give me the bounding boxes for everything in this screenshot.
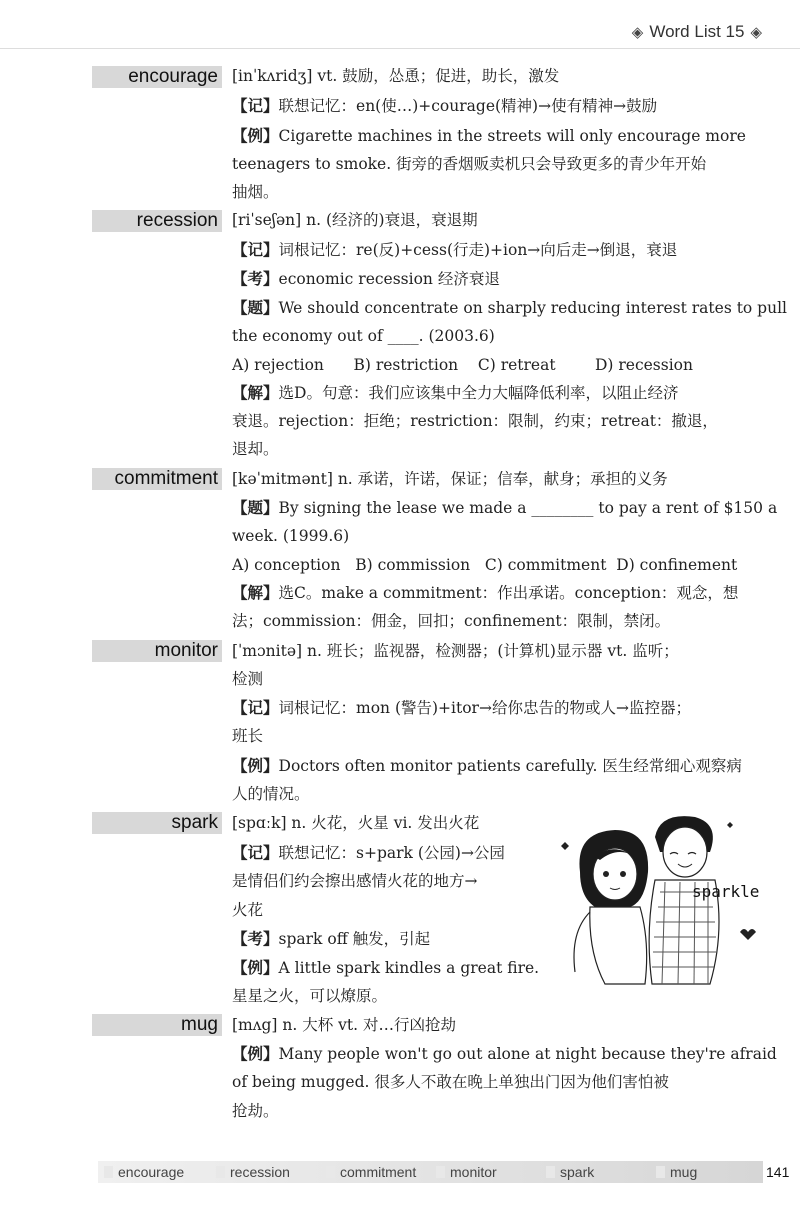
footer-tab-mug: mug <box>650 1161 697 1183</box>
section-tag: 【例】 <box>232 958 279 977</box>
diamond-icon: ◈ <box>750 24 762 41</box>
header-divider <box>0 48 800 49</box>
entry-line: 衰退。rejection：拒绝；restriction：限制，约束；retreat：撤退， <box>232 412 718 430</box>
section-tag: 【记】 <box>232 698 279 717</box>
entry-line: 【记】词根记忆：re(反)+cess(行走)+ion→向后走→倒退，衰退 <box>232 240 678 259</box>
entry-line: 班长 <box>232 727 264 745</box>
entry-line: 【考】spark off 触发，引起 <box>232 929 431 948</box>
headword-commitment: commitment <box>92 468 222 490</box>
entry-line: 【例】A little spark kindles a great fire. <box>232 958 540 977</box>
couple-illustration <box>560 812 765 987</box>
headword-recession: recession <box>92 210 222 232</box>
entry-line: 【记】词根记忆：mon (警告)+itor→给你忠告的物或人→监控器； <box>232 698 691 717</box>
word-list-title: Word List 15 <box>649 22 745 41</box>
entry-line: 火花 <box>232 901 264 919</box>
entry-line: of being mugged. 很多人不敢在晚上单独出门因为他们害怕被 <box>232 1073 669 1091</box>
diamond-icon: ◈ <box>631 24 644 41</box>
entry-line: 【解】选D。句意：我们应该集中全力大幅降低利率，以阻止经济 <box>232 383 679 402</box>
section-tag: 【例】 <box>232 126 279 145</box>
page-number: 141 <box>766 1164 790 1180</box>
sparkle-caption: sparkle <box>692 882 760 901</box>
section-tag: 【记】 <box>232 843 279 862</box>
entry-line: the economy out of ____. (2003.6) <box>232 327 495 345</box>
entry-line: [mʌg] n. 大杯 vt. 对…行凶抢劫 <box>232 1016 457 1034</box>
entry-line: 抽烟。 <box>232 183 279 201</box>
footer-tab-encourage: encourage <box>98 1161 184 1183</box>
footer-tab-monitor: monitor <box>430 1161 497 1183</box>
entry-line: 【例】Doctors often monitor patients carefully. 医生经常细心观察病 <box>232 756 742 775</box>
entry-line: 【题】We should concentrate on sharply reducing interest rates to pull <box>232 298 788 317</box>
entry-line: 退却。 <box>232 440 279 458</box>
entry-line: 人的情况。 <box>232 785 310 803</box>
entry-line: 检测 <box>232 670 264 688</box>
footer-tab-recession: recession <box>210 1161 290 1183</box>
headword-monitor: monitor <box>92 640 222 662</box>
section-tag: 【记】 <box>232 96 279 115</box>
headword-mug: mug <box>92 1014 222 1036</box>
entry-line: 【题】By signing the lease we made a ________ to pay a rent of $150 a <box>232 498 778 517</box>
entry-line: 【记】联想记忆：s+park (公园)→公园 <box>232 843 505 862</box>
headword-spark: spark <box>92 812 222 834</box>
entry-line: A) rejection B) restriction C) retreat D) recession <box>232 356 693 374</box>
entry-line: 【记】联想记忆：en(使…)+courage(精神)→使有精神→鼓励 <box>232 96 658 115</box>
entry-line: 【例】Cigarette machines in the streets will only encourage more <box>232 126 746 145</box>
entry-line: A) conception B) commission C) commitment D) confinement <box>232 556 738 574</box>
section-tag: 【解】 <box>232 383 279 402</box>
entry-line: [inˈkʌridʒ] vt. 鼓励，怂恿；促进，助长，激发 <box>232 67 560 85</box>
entry-line: week. (1999.6) <box>232 527 350 545</box>
entry-line: 法；commission：佣金，回扣；confinement：限制，禁闭。 <box>232 612 671 630</box>
page-header <box>632 22 762 42</box>
footer-tab-commitment: commitment <box>320 1161 416 1183</box>
section-tag: 【考】 <box>232 929 279 948</box>
entry-line: 【例】Many people won't go out alone at night because they're afraid <box>232 1044 777 1063</box>
section-tag: 【考】 <box>232 269 279 288</box>
section-tag: 【例】 <box>232 756 279 775</box>
entry-line: [ˈmɔnitə] n. 班长；监视器，检测器；(计算机)显示器 vt. 监听； <box>232 642 679 660</box>
footer-tab-spark: spark <box>540 1161 594 1183</box>
entry-line: 星星之火，可以燎原。 <box>232 987 388 1005</box>
headword-encourage: encourage <box>92 66 222 88</box>
entry-line: [spɑːk] n. 火花，火星 vi. 发出火花 <box>232 814 480 832</box>
entry-line: 抢劫。 <box>232 1102 279 1120</box>
entry-line: 【考】economic recession 经济衰退 <box>232 269 500 288</box>
section-tag: 【例】 <box>232 1044 279 1063</box>
entry-line: 是情侣们约会擦出感情火花的地方→ <box>232 872 478 890</box>
section-tag: 【解】 <box>232 583 279 602</box>
section-tag: 【题】 <box>232 298 279 317</box>
entry-line: [riˈseʃən] n. (经济的)衰退，衰退期 <box>232 211 478 229</box>
entry-line: teenagers to smoke. 街旁的香烟贩卖机只会导致更多的青少年开始 <box>232 155 707 173</box>
spark-illustration <box>560 812 765 987</box>
section-tag: 【记】 <box>232 240 279 259</box>
entry-line: [kəˈmitmənt] n. 承诺，许诺，保证；信奉，献身；承担的义务 <box>232 470 668 488</box>
section-tag: 【题】 <box>232 498 279 517</box>
entry-line: 【解】选C。make a commitment：作出承诺。conception：观念，想 <box>232 583 739 602</box>
